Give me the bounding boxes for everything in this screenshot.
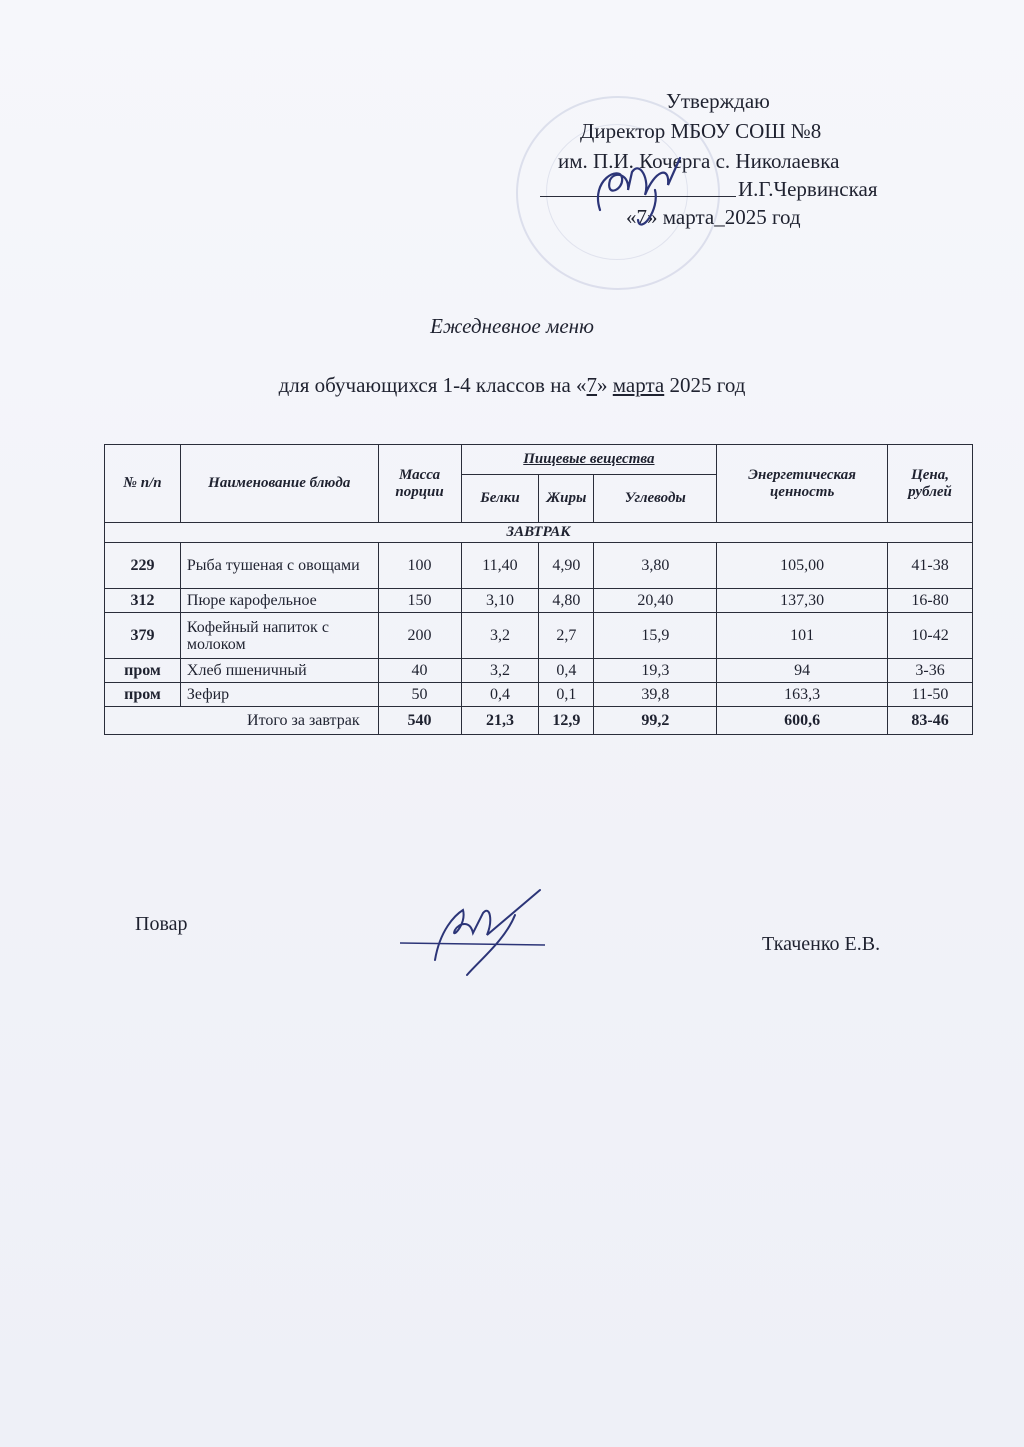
row-carbs: 3,80 xyxy=(594,543,717,589)
row-mass: 50 xyxy=(378,683,461,707)
approval-name: И.Г.Червинская xyxy=(738,177,878,201)
header-mass: Масса порции xyxy=(378,445,461,523)
row-name: Кофейный напиток с молоком xyxy=(180,613,378,659)
row-num: пром xyxy=(105,659,181,683)
total-energy: 600,6 xyxy=(717,707,888,735)
row-fat: 0,1 xyxy=(539,683,594,707)
row-protein: 11,40 xyxy=(461,543,539,589)
header-nutrients: Пищевые вещества xyxy=(461,445,717,475)
table-row xyxy=(105,659,973,683)
row-mass: 200 xyxy=(378,613,461,659)
header-fat: Жиры xyxy=(539,475,594,523)
row-energy: 137,30 xyxy=(717,589,888,613)
total-protein: 21,3 xyxy=(461,707,539,735)
row-num: пром xyxy=(105,683,181,707)
section-breakfast: ЗАВТРАК xyxy=(105,523,973,543)
row-name: Пюре карофельное xyxy=(180,589,378,613)
table-row xyxy=(105,543,973,589)
header-name: Наименование блюда xyxy=(180,445,378,523)
director-signature xyxy=(560,150,710,240)
row-fat: 2,7 xyxy=(539,613,594,659)
total-row xyxy=(105,707,973,735)
row-num: 312 xyxy=(105,589,181,613)
table-row xyxy=(105,683,973,707)
row-energy: 94 xyxy=(717,659,888,683)
header-protein: Белки xyxy=(461,475,539,523)
row-name: Рыба тушеная с овощами xyxy=(180,543,378,589)
total-mass: 540 xyxy=(378,707,461,735)
approval-date: «7» марта_2025 год xyxy=(626,205,801,229)
row-energy: 163,3 xyxy=(717,683,888,707)
table-row xyxy=(105,613,973,659)
row-energy: 101 xyxy=(717,613,888,659)
subtitle-mid: » xyxy=(597,373,613,397)
document-subtitle xyxy=(0,373,1024,398)
row-price: 3-36 xyxy=(888,659,973,683)
row-name: Зефир xyxy=(180,683,378,707)
total-fat: 12,9 xyxy=(539,707,594,735)
approval-heading: Утверждаю xyxy=(666,89,770,113)
row-price: 11-50 xyxy=(888,683,973,707)
row-name: Хлеб пшеничный xyxy=(180,659,378,683)
section-row xyxy=(105,523,973,543)
document-title: Ежедневное меню xyxy=(430,314,594,338)
row-protein: 3,10 xyxy=(461,589,539,613)
approval-position: Директор МБОУ СОШ №8 xyxy=(580,119,822,143)
row-mass: 100 xyxy=(378,543,461,589)
row-fat: 0,4 xyxy=(539,659,594,683)
cook-label: Повар xyxy=(135,913,188,935)
total-price: 83-46 xyxy=(888,707,973,735)
total-label: Итого за завтрак xyxy=(105,707,379,735)
cook-signature xyxy=(395,885,555,980)
total-carbs: 99,2 xyxy=(594,707,717,735)
table-row xyxy=(105,589,973,613)
header-price: Цена, рублей xyxy=(888,445,973,523)
row-carbs: 20,40 xyxy=(594,589,717,613)
table-header-row xyxy=(105,445,973,475)
header-energy: Энергетическая ценность xyxy=(717,445,888,523)
row-carbs: 39,8 xyxy=(594,683,717,707)
row-price: 16-80 xyxy=(888,589,973,613)
row-energy: 105,00 xyxy=(717,543,888,589)
row-carbs: 15,9 xyxy=(594,613,717,659)
row-price: 10-42 xyxy=(888,613,973,659)
subtitle-day: 7 xyxy=(586,373,598,397)
row-fat: 4,90 xyxy=(539,543,594,589)
subtitle-suffix: 2025 год xyxy=(664,373,746,397)
row-protein: 3,2 xyxy=(461,613,539,659)
header-carbs: Углеводы xyxy=(594,475,717,523)
row-carbs: 19,3 xyxy=(594,659,717,683)
subtitle-prefix: для обучающихся 1-4 классов на « xyxy=(278,373,587,397)
row-protein: 0,4 xyxy=(461,683,539,707)
cook-name: Ткаченко Е.В. xyxy=(762,933,881,955)
header-num: № п/п xyxy=(105,445,181,523)
row-price: 41-38 xyxy=(888,543,973,589)
subtitle-month: марта xyxy=(612,373,665,397)
row-num: 379 xyxy=(105,613,181,659)
row-protein: 3,2 xyxy=(461,659,539,683)
approval-school: им. П.И. Кочерга с. Николаевка xyxy=(558,149,840,173)
row-mass: 40 xyxy=(378,659,461,683)
menu-table xyxy=(104,444,973,735)
row-fat: 4,80 xyxy=(539,589,594,613)
row-mass: 150 xyxy=(378,589,461,613)
row-num: 229 xyxy=(105,543,181,589)
